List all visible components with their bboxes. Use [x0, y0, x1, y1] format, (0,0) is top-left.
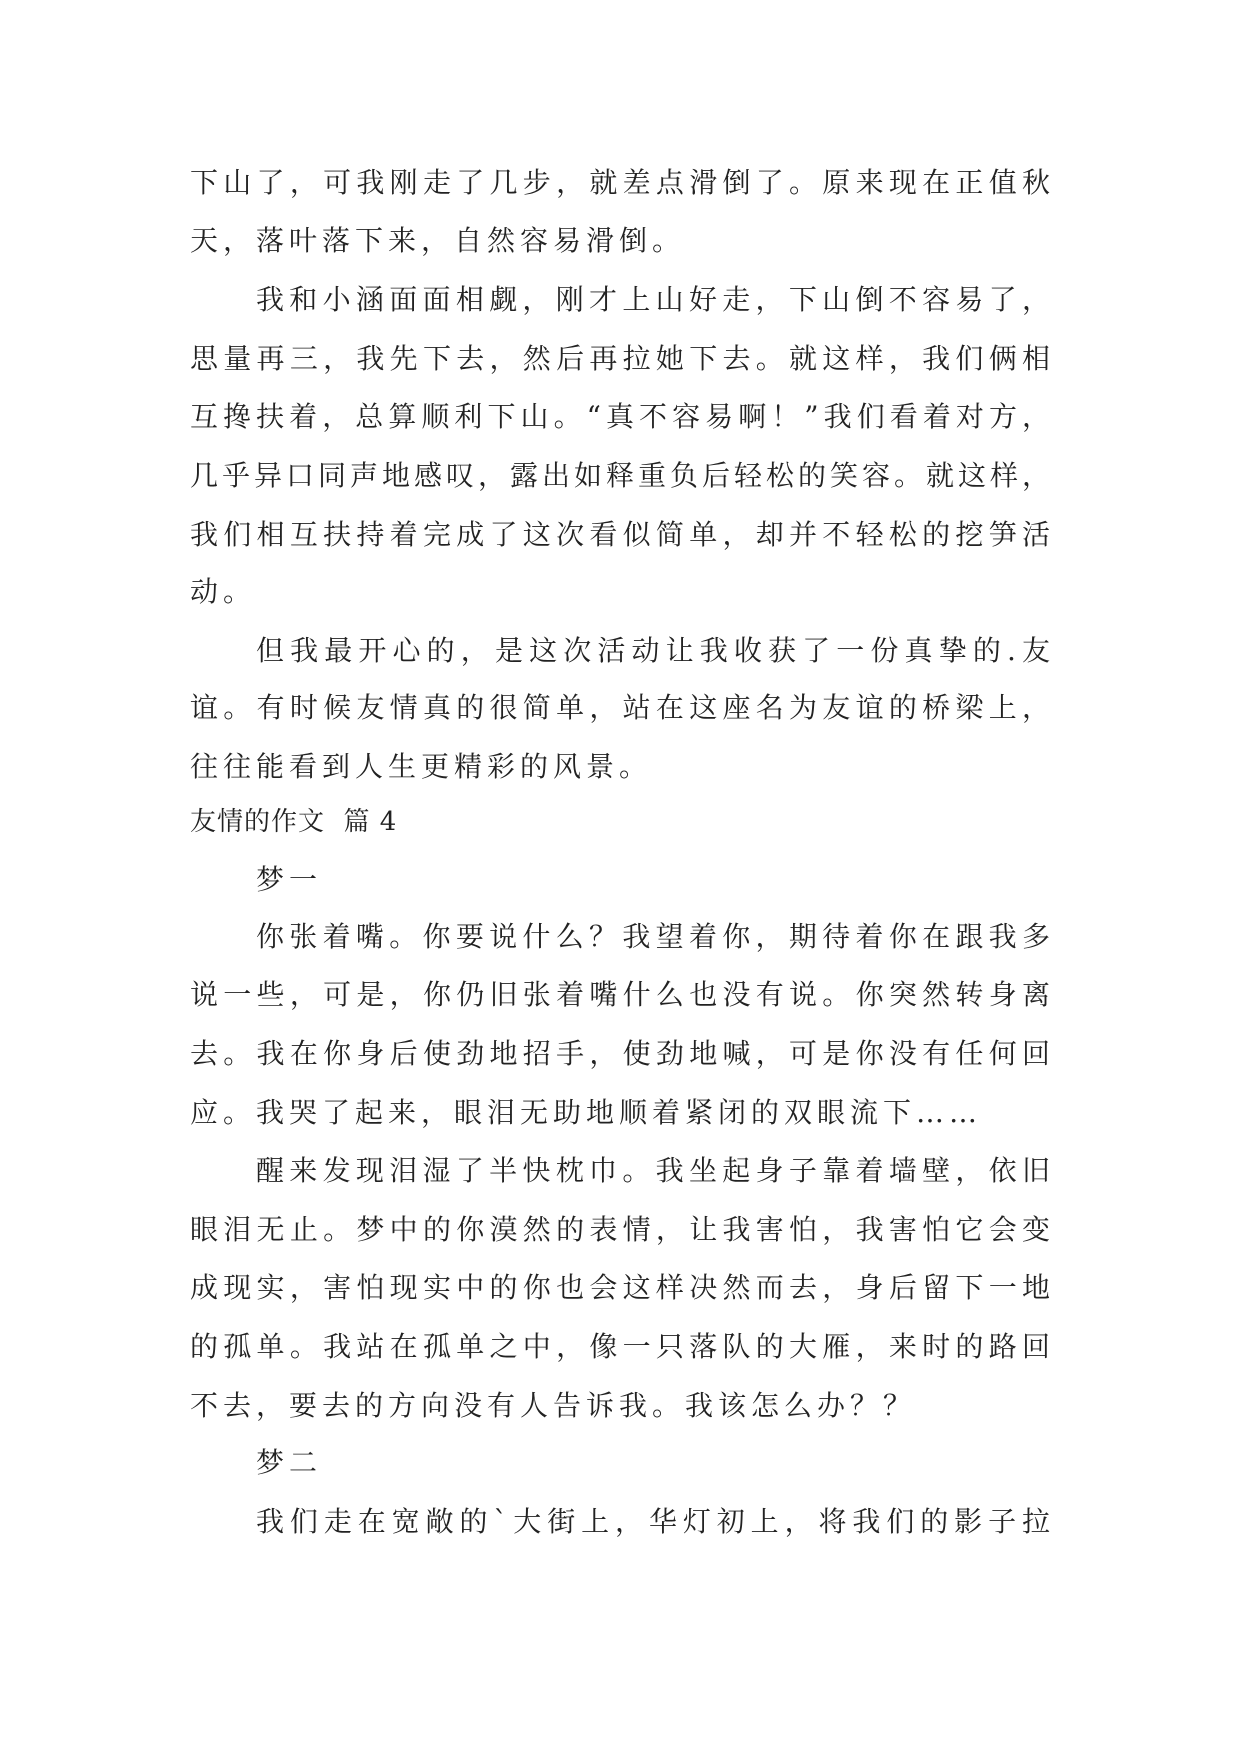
- section-heading: 友情的作文 篇 4: [190, 807, 398, 837]
- text-line: 我们走在宽敞的`大街上，华灯初上，将我们的影子拉: [256, 1505, 1050, 1538]
- text-line: 你张着嘴。你要说什么？我望着你，期待着你在跟我多: [256, 920, 1050, 953]
- text-line: 我们相互扶持着完成了这次看似简单，却并不轻松的挖笋活: [190, 518, 1050, 551]
- text-line: 往往能看到人生更精彩的风景。: [190, 750, 653, 783]
- text-line: 的孤单。我站在孤单之中，像一只落队的大雁，来时的路回: [190, 1330, 1050, 1363]
- text-line: 下山了，可我刚走了几步，就差点滑倒了。原来现在正值秋: [190, 166, 1050, 199]
- text-line: 去。我在你身后使劲地招手，使劲地喊，可是你没有任何回: [190, 1037, 1050, 1070]
- text-line: 思量再三，我先下去，然后再拉她下去。就这样，我们俩相: [190, 342, 1050, 375]
- text-line: 醒来发现泪湿了半快枕巾。我坐起身子靠着墙壁，依旧: [256, 1154, 1050, 1187]
- text-line: 应。我哭了起来，眼泪无助地顺着紧闭的双眼流下……: [190, 1096, 983, 1129]
- text-line: 天，落叶落下来，自然容易滑倒。: [190, 224, 686, 257]
- text-line: 几乎异口同声地感叹，露出如释重负后轻松的笑容。就这样，: [190, 459, 1050, 492]
- text-line: 眼泪无止。梦中的你漠然的表情，让我害怕，我害怕它会变: [190, 1213, 1050, 1246]
- subheading: 梦二: [256, 1446, 323, 1479]
- text-line: 但我最开心的，是这次活动让我收获了一份真挚的.友: [256, 634, 1050, 667]
- subheading: 梦一: [256, 863, 323, 896]
- text-line: 不去，要去的方向没有人告诉我。我该怎么办？？: [190, 1389, 917, 1422]
- text-line: 成现实，害怕现实中的你也会这样决然而去，身后留下一地: [190, 1271, 1050, 1304]
- text-line: 谊。有时候友情真的很简单，站在这座名为友谊的桥梁上，: [190, 691, 1050, 724]
- text-line: 我和小涵面面相觑，刚才上山好走，下山倒不容易了，: [256, 283, 1050, 316]
- text-line: 说一些，可是，你仍旧张着嘴什么也没有说。你突然转身离: [190, 978, 1050, 1011]
- text-line: 互搀扶着，总算顺利下山。“真不容易啊！”我们看着对方，: [190, 400, 1050, 433]
- text-line: 动。: [190, 575, 257, 608]
